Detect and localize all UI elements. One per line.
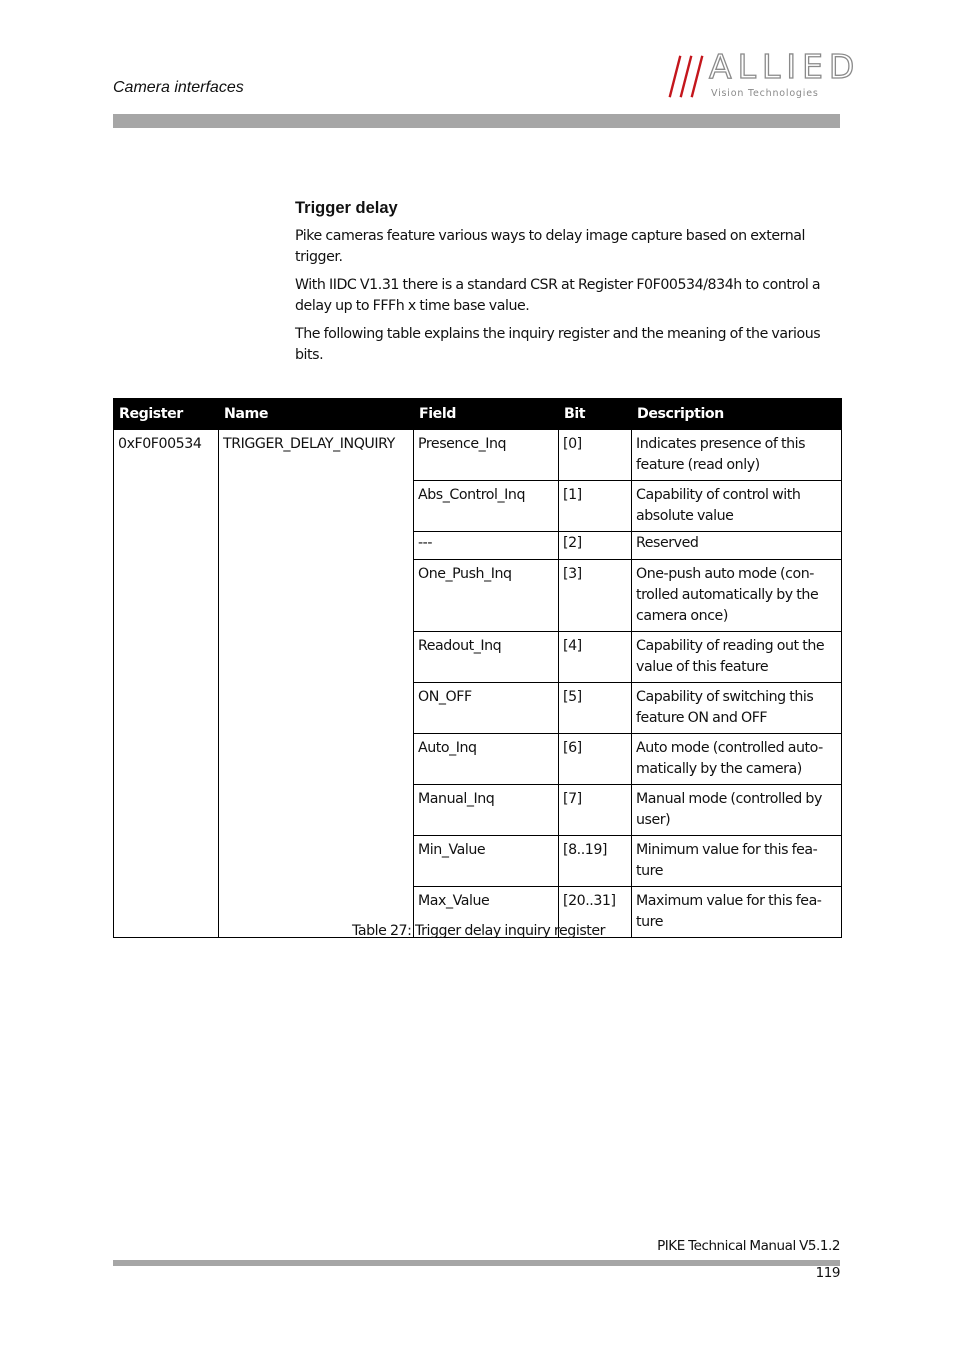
description-cell: Indicates presence of this feature (read only): [632, 430, 842, 481]
column-header: Field: [414, 399, 559, 430]
table-header-row: [114, 399, 842, 430]
paragraph: Pike cameras feature various ways to delay image capture based on external trigger.: [295, 228, 806, 265]
field-cell: Abs_Control_Inq: [414, 481, 559, 532]
paragraph: With IIDC V1.31 there is a standard CSR at Register F0F00534/834h to control a delay up to FFFh x time base value.: [295, 277, 821, 314]
table-row: [114, 430, 842, 481]
footer-manual-title: PIKE Technical Manual V5.1.2: [657, 1238, 840, 1254]
description-cell: One-push auto mode (con-trolled automatically by the camera once): [632, 560, 842, 632]
description-cell: Capability of reading out the value of this feature: [632, 632, 842, 683]
bit-cell: [1]: [559, 481, 632, 532]
bit-cell: [2]: [559, 532, 632, 560]
section-body: [295, 198, 840, 373]
description-cell: Reserved: [632, 532, 842, 560]
column-header: Description: [632, 399, 842, 430]
logo-slashes-icon: [668, 54, 710, 100]
table-caption: Table 27: Trigger delay inquiry register: [351, 923, 606, 939]
description-cell: Capability of switching this feature ON and OFF: [632, 683, 842, 734]
logo-subtitle: Vision Technologies: [711, 88, 819, 99]
bit-cell: [7]: [559, 785, 632, 836]
column-header: Bit: [559, 399, 632, 430]
register-cell: 0xF0F00534: [114, 430, 219, 938]
field-cell: ON_OFF: [414, 683, 559, 734]
field-cell: Min_Value: [414, 836, 559, 887]
description-cell: Auto mode (controlled auto-matically by the camera): [632, 734, 842, 785]
bit-cell: [20..31]: [559, 887, 632, 938]
bit-cell: [3]: [559, 560, 632, 632]
field-cell: Auto_Inq: [414, 734, 559, 785]
section-title: Camera interfaces: [113, 79, 244, 96]
header-divider: [113, 114, 840, 128]
field-cell: Manual_Inq: [414, 785, 559, 836]
description-cell: Minimum value for this fea-ture: [632, 836, 842, 887]
bit-cell: [0]: [559, 430, 632, 481]
section-heading: Trigger delay: [295, 199, 398, 217]
description-cell: Maximum value for this fea-ture: [632, 887, 842, 938]
column-header: Name: [219, 399, 414, 430]
name-cell: TRIGGER_DELAY_INQUIRY: [219, 430, 414, 938]
bit-cell: [5]: [559, 683, 632, 734]
inquiry-register-table: [113, 398, 842, 938]
field-cell: ---: [414, 532, 559, 560]
page-number: 119: [815, 1265, 840, 1281]
field-cell: Readout_Inq: [414, 632, 559, 683]
field-cell: Max_Value: [414, 887, 559, 938]
bit-cell: [4]: [559, 632, 632, 683]
bit-cell: [8..19]: [559, 836, 632, 887]
footer-divider: [113, 1260, 840, 1266]
column-header: Register: [114, 399, 219, 430]
description-cell: Manual mode (controlled by user): [632, 785, 842, 836]
paragraph: The following table explains the inquiry register and the meaning of the various bits.: [295, 326, 821, 363]
logo-wordmark: ALLIED: [709, 47, 861, 86]
field-cell: One_Push_Inq: [414, 560, 559, 632]
bit-cell: [6]: [559, 734, 632, 785]
description-cell: Capability of control with absolute value: [632, 481, 842, 532]
field-cell: Presence_Inq: [414, 430, 559, 481]
allied-logo: [668, 47, 861, 100]
